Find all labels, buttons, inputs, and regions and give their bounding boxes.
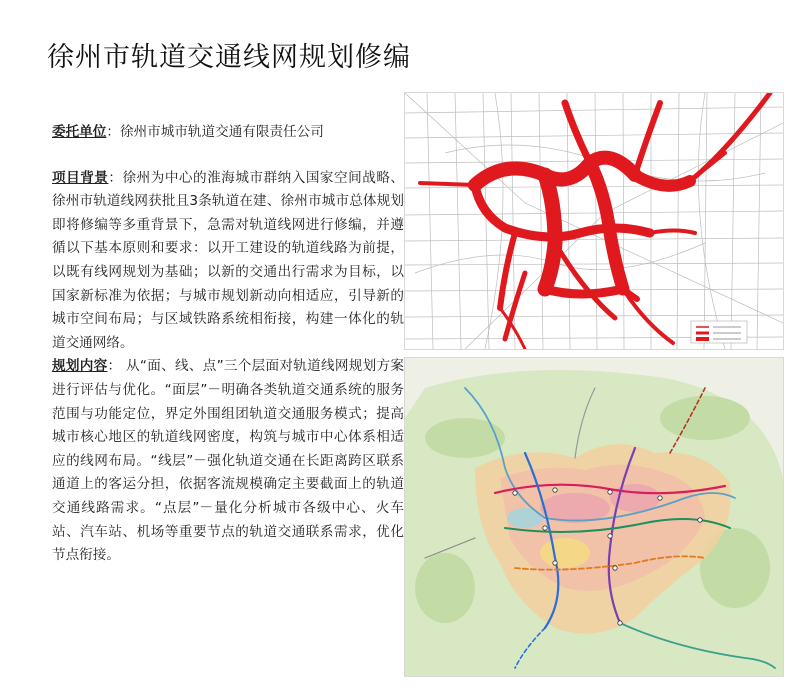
passenger-flow-map-graphic xyxy=(405,93,783,349)
background-label: 项目背景 xyxy=(52,169,109,186)
content-paragraph xyxy=(52,355,404,567)
road-network xyxy=(405,93,783,349)
content-colon: ： xyxy=(107,358,122,375)
client-text: 徐州市城市轨道交通有限责任公司 xyxy=(119,124,324,140)
map-legend xyxy=(691,321,747,343)
content-label: 规划内容 xyxy=(52,358,108,375)
client-label: 委托单位 xyxy=(52,124,107,140)
passenger-flow-map xyxy=(404,92,784,350)
background-colon: ： xyxy=(108,169,123,186)
background-text: 徐州为中心的淮海城市群纳入国家空间战略、徐州市轨道线网获批且3条轨道在建、徐州市城市总体规划即将修编等多重背景下，急需对轨道线网进行修编，并遵循以下基本原则和要求：以开工建设的轨道线路为前提，以既有线网规划为基础；以新的交通出行需求为目标，以国家新标准为依据；与城市规划新动向相适应，引导新的城市空间布局；与区域铁路系统相衔接，构建一体化的轨道交通网络。 xyxy=(52,169,405,351)
background-paragraph xyxy=(52,167,404,356)
rail-network-map xyxy=(404,357,784,677)
client-colon: ： xyxy=(106,124,120,140)
content-text: 从“面、线、点”三个层面对轨道线网规划方案进行评估与优化。“面层”－明确各类轨道交通系统的服务范围与功能定位，界定外围组团轨道交通服务模式；提高城市核心地区的轨道线网密度，构筑与城市中心体系相适应的线网布局。“线层”－强化轨道交通在长距离跨区联系通道上的客运分担，依据客流规模确定主要截面上的轨道交通线路需求。“点层”－量化分析城市各级中心、火车站、汽车站、机场等重要节点的轨道交通联系需求，优化节点衔接。 xyxy=(52,358,405,564)
page-title: 徐州市轨道交通线网规划修编 xyxy=(47,42,411,73)
client-paragraph xyxy=(52,121,404,145)
description-text xyxy=(52,121,404,568)
rail-network-map-graphic xyxy=(405,358,783,676)
